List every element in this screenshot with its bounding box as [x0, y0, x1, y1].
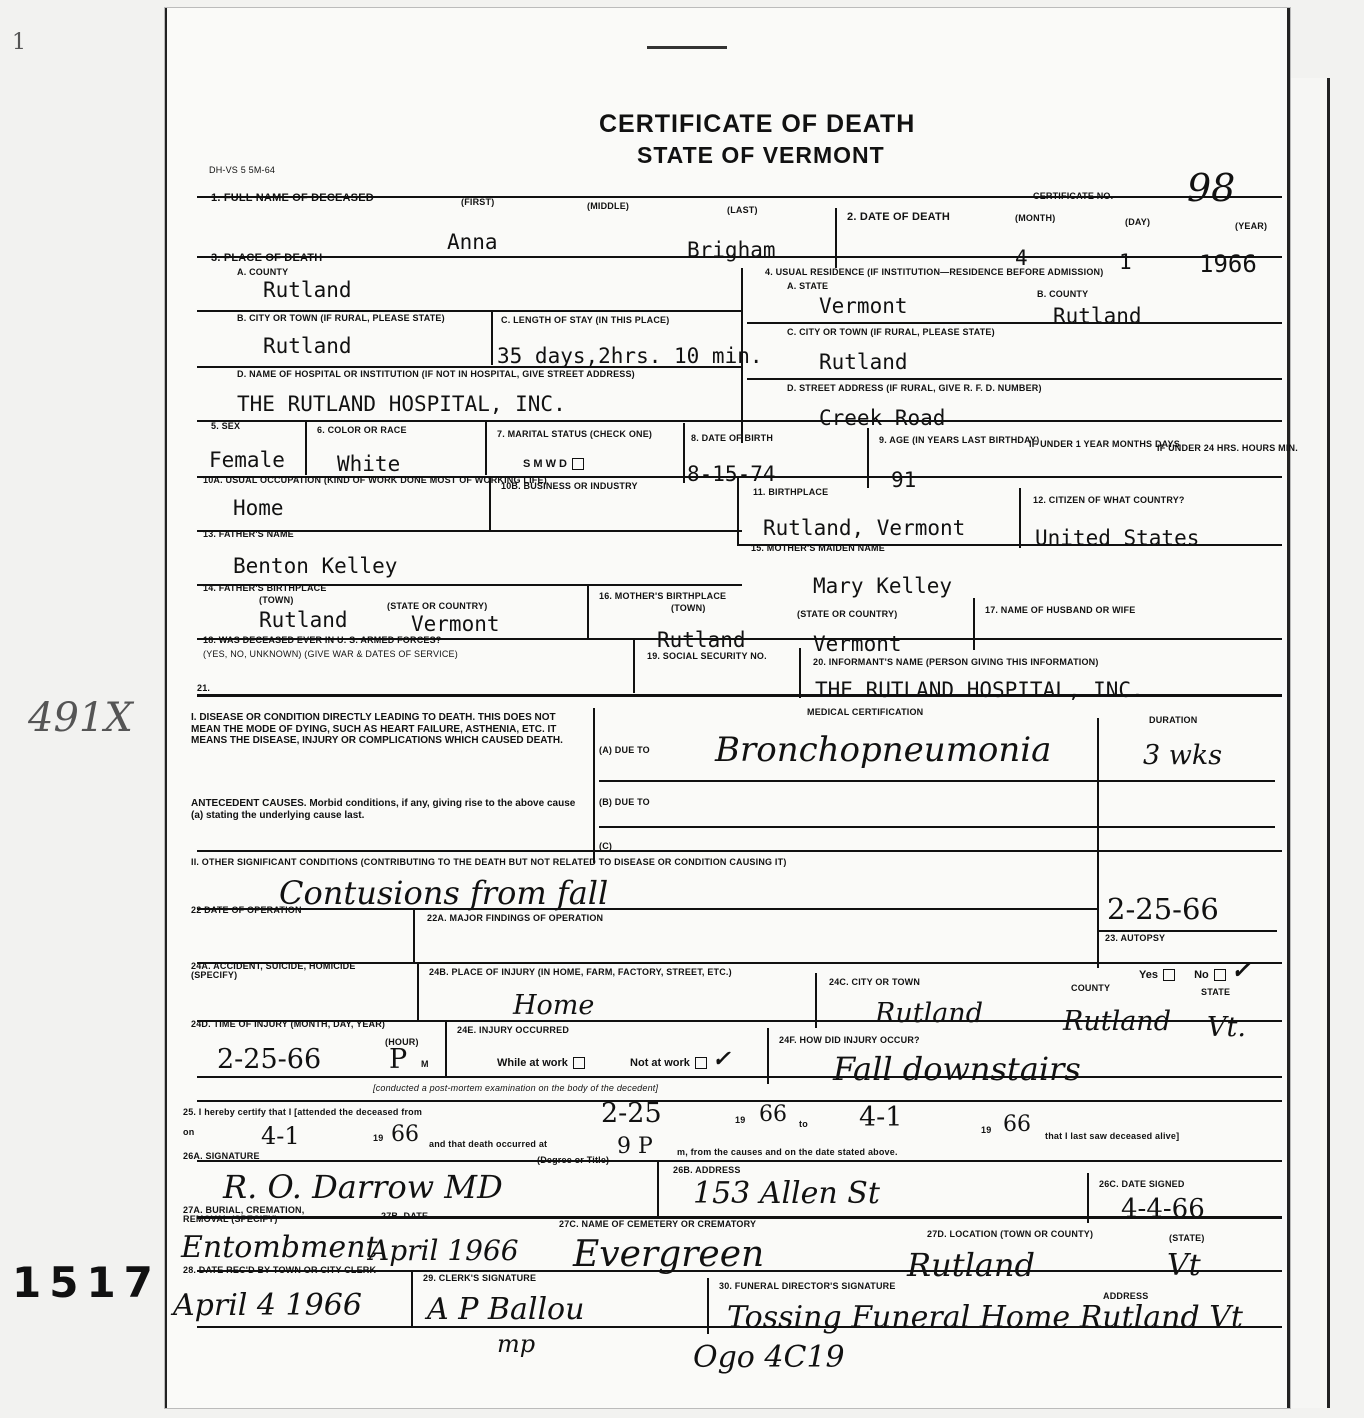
value-county: Rutland — [263, 278, 352, 302]
value-date-signed: 4-4-66 — [1121, 1194, 1205, 1224]
while-at-work-checkbox[interactable] — [573, 1057, 585, 1069]
value-age: 91 — [891, 468, 917, 492]
label-how-injury: 24F. HOW DID INJURY OCCUR? — [779, 1035, 920, 1045]
label-disease-condition: I. DISEASE OR CONDITION DIRECTLY LEADING TO DEATH. THIS DOES NOT MEAN THE MODE OF DYING, SUCH AS HEART FAILURE, ASTHENIA, ETC. IT MEANS THE DISEASE, INJURY OR COMPLICATIONS WHICH CAUSED DEATH. — [191, 712, 563, 746]
value-res-state: Vermont — [819, 294, 908, 318]
label-funeral-director: 30. FUNERAL DIRECTOR'S SIGNATURE — [719, 1281, 896, 1291]
value-hospital: THE RUTLAND HOSPITAL, INC. — [237, 392, 566, 416]
label-date-signed: 26C. DATE SIGNED — [1099, 1179, 1185, 1189]
death-certificate — [165, 8, 1298, 1408]
value-injury-hour-m: M — [421, 1059, 429, 1069]
value-other-conditions: Contusions from fall — [279, 874, 609, 912]
value-injury-date: 2-25-66 — [217, 1044, 322, 1075]
label-town-1: (TOWN) — [259, 595, 294, 605]
autopsy-yes-label: Yes — [1139, 969, 1158, 981]
rule-v-mother-bp — [587, 584, 589, 639]
value-mother-town: Rutland — [657, 628, 746, 652]
label-19a: 19 — [735, 1115, 746, 1125]
value-dob: 8-15-74 — [687, 462, 776, 486]
rule-row17 — [197, 1160, 1282, 1162]
rule-row11 — [197, 850, 1282, 852]
value-injury-hour: P — [389, 1044, 408, 1075]
label-antecedent: ANTECEDENT CAUSES. Morbid conditions, if any, giving rise to the above cause (a) stating the underlying cause last. — [191, 798, 576, 821]
margin-note-1517: 1517 — [12, 1258, 161, 1307]
rule-row20 — [197, 1326, 1282, 1328]
label-state-1: (STATE OR COUNTRY) — [387, 601, 488, 611]
rule-row10 — [197, 694, 1282, 697]
label-citizen: 12. CITIZEN OF WHAT COUNTRY? — [1033, 495, 1185, 505]
value-mother-state: Vermont — [813, 632, 902, 656]
certificate-subtitle: STATE OF VERMONT — [637, 142, 885, 168]
marital-options-label: S M W D — [523, 458, 567, 470]
value-father-town: Rutland — [259, 608, 348, 632]
label-on: on — [183, 1127, 195, 1137]
rule-v-ssn — [633, 638, 635, 693]
certificate-number: 98 — [1187, 166, 1236, 210]
label-certify: 25. I hereby certify that I [attended the deceased from — [183, 1107, 423, 1117]
value-occupation: Home — [233, 496, 284, 520]
autopsy-options — [1139, 956, 1251, 985]
label-c: (C) — [599, 841, 613, 851]
certificate-no-label: CERTIFICATE NO. — [1033, 191, 1114, 201]
label-year: (YEAR) — [1235, 221, 1268, 231]
value-cause-a: Bronchopneumonia — [715, 730, 1052, 770]
value-place-injury: Home — [513, 990, 595, 1021]
label-b-due-to: (B) DUE TO — [599, 797, 650, 807]
label-medical-cert: MEDICAL CERTIFICATION — [807, 707, 924, 717]
label-city-town: B. CITY OR TOWN (IF RURAL, PLEASE STATE) — [237, 313, 445, 323]
label-injury-occurred: 24E. INJURY OCCURRED — [457, 1025, 570, 1035]
label-clerk-signature: 29. CLERK'S SIGNATURE — [423, 1273, 537, 1283]
autopsy-no-label: No — [1194, 969, 1209, 981]
label-birthplace: 11. BIRTHPLACE — [753, 487, 829, 497]
rule-cause-a — [599, 780, 1275, 782]
not-at-work-label: Not at work — [630, 1057, 690, 1069]
label-under-24-hrs: IF UNDER 24 HRS. HOURS MIN. — [1157, 443, 1298, 453]
rule-cause-b — [599, 826, 1275, 828]
label-19b: 19 — [981, 1125, 992, 1135]
rule-row15 — [197, 1076, 1282, 1078]
value-father-name: Benton Kelley — [233, 554, 398, 578]
rule-v-birthplace — [737, 476, 739, 546]
rule-v-spouse — [973, 598, 975, 650]
value-injury-county: Rutland — [1063, 1006, 1171, 1037]
value-race: White — [337, 452, 401, 476]
value-mother-name: Mary Kelley — [813, 574, 953, 598]
value-attended-from: 2-25 — [601, 1098, 662, 1129]
margin-mark-top: 1 — [12, 30, 26, 55]
label-21: 21. — [197, 683, 211, 693]
value-street: Creek Road — [819, 406, 946, 430]
label-injury-state: STATE — [1201, 987, 1231, 997]
not-at-work-checkbox[interactable] — [695, 1057, 707, 1069]
label-mother-name: 15. MOTHER'S MAIDEN NAME — [751, 543, 885, 553]
not-at-work-checkmark: ✓ — [712, 1046, 731, 1071]
value-other-date: 2-25-66 — [1107, 892, 1219, 926]
label-accident-type: 24A. ACCIDENT, SUICIDE, HOMICIDE (SPECIFY) — [191, 961, 356, 981]
value-birthplace: Rutland, Vermont — [763, 516, 966, 540]
autopsy-no-checkmark: ✓ — [1230, 957, 1251, 984]
value-citizen: United States — [1035, 526, 1200, 550]
label-injury-city: 24C. CITY OR TOWN — [829, 977, 921, 987]
rule-row3-right — [747, 322, 1282, 324]
label-mother-birthplace: 16. MOTHER'S BIRTHPLACE — [599, 591, 727, 601]
while-at-work-label: While at work — [497, 1057, 568, 1069]
form-code: DH-VS 5 5M-64 — [209, 165, 276, 175]
label-funeral-address: ADDRESS — [1103, 1291, 1149, 1301]
value-location: Rutland — [907, 1246, 1035, 1284]
rule-row2 — [197, 256, 1282, 258]
label-occupation: 10A. USUAL OCCUPATION (KIND OF WORK DONE MOST OF WORKING LIFE) — [203, 475, 547, 485]
label-a-due-to: (A) DUE TO — [599, 745, 650, 755]
rule-v-informant — [799, 648, 801, 698]
label-age: 9. AGE (IN YEARS LAST BIRTHDAY) — [879, 435, 1040, 445]
label-month: (MONTH) — [1015, 213, 1056, 223]
label-marital-status: 7. MARITAL STATUS (CHECK ONE) — [497, 429, 653, 439]
value-length-of-stay: 35 days,2hrs. 10 min. — [497, 344, 763, 368]
label-father-name: 13. FATHER'S NAME — [203, 529, 294, 539]
label-signature: 26A. SIGNATURE — [183, 1151, 260, 1161]
value-death-time: 9 P — [617, 1134, 653, 1159]
label-usual-residence: 4. USUAL RESIDENCE (IF INSTITUTION—RESIDENCE BEFORE ADMISSION) — [765, 267, 1104, 277]
value-clerk-date: April 4 1966 — [173, 1288, 362, 1323]
label-father-birthplace: 14. FATHER'S BIRTHPLACE — [203, 583, 327, 593]
rule-v-business — [489, 476, 491, 531]
rule-v-operation — [413, 908, 415, 963]
value-city: Rutland — [263, 334, 352, 358]
value-on-year: 66 — [391, 1122, 419, 1147]
rule-row3 — [197, 310, 742, 312]
label-injury-county: COUNTY — [1071, 983, 1111, 993]
label-county: A. COUNTY — [237, 267, 289, 277]
rule-row16 — [197, 1100, 1282, 1102]
label-burial-date: 27B. DATE — [381, 1211, 429, 1221]
label-state-2: (STATE OR COUNTRY) — [797, 609, 898, 619]
rule-v-clerk-sig — [411, 1270, 413, 1326]
value-duration-a: 3 wks — [1143, 740, 1223, 771]
value-to-year: 66 — [1003, 1112, 1031, 1137]
value-funeral-note: Ogo 4C19 — [693, 1340, 845, 1375]
value-from-year: 66 — [759, 1102, 787, 1127]
label-cemetery: 27C. NAME OF CEMETERY OR CREMATORY — [559, 1219, 757, 1229]
label-location: 27D. LOCATION (TOWN OR COUNTY) — [927, 1229, 1094, 1239]
value-death-year: 1966 — [1199, 250, 1257, 278]
rule-v-age — [867, 428, 869, 488]
value-death-day: 1 — [1119, 250, 1132, 274]
value-clerk-note: mp — [497, 1330, 536, 1358]
label-19c: 19 — [373, 1133, 384, 1143]
label-street-address: D. STREET ADDRESS (IF RURAL, GIVE R. F. D. NUMBER) — [787, 383, 1042, 393]
label-res-state: A. STATE — [787, 281, 829, 291]
label-res-county: B. COUNTY — [1037, 289, 1089, 299]
label-first: (FIRST) — [461, 197, 495, 207]
autopsy-yes-checkbox[interactable] — [1163, 969, 1175, 981]
label-time-injury: 24D. TIME OF INJURY (MONTH, DAY, YEAR) — [191, 1019, 386, 1029]
label-last: (LAST) — [727, 205, 758, 215]
label-autopsy: 23. AUTOPSY — [1105, 933, 1166, 943]
rule-v1 — [835, 208, 837, 268]
injury-work-options — [497, 1046, 731, 1072]
label-place-of-death: 3. PLACE OF DEATH — [211, 252, 323, 264]
rule-v-citizen — [1019, 488, 1021, 548]
rule-v-race — [305, 420, 307, 475]
value-burial-date: April 1966 — [369, 1234, 519, 1267]
label-day: (DAY) — [1125, 217, 1151, 227]
label-spouse: 17. NAME OF HUSBAND OR WIFE — [985, 605, 1136, 615]
marital-checkboxes — [523, 458, 586, 470]
value-address: 153 Allen St — [693, 1176, 880, 1211]
label-armed-forces: 18. WAS DECEASED EVER IN U. S. ARMED FORCES? — [203, 635, 442, 645]
label-last-saw: that I last saw deceased alive] — [1045, 1131, 1180, 1141]
rule-autopsy — [1097, 930, 1277, 932]
label-date-of-death: 2. DATE OF DEATH — [847, 211, 951, 223]
rule-row4 — [197, 366, 742, 368]
label-duration: DURATION — [1149, 715, 1198, 725]
value-location-state: Vt — [1167, 1248, 1201, 1283]
label-date-operation: 22 DATE OF OPERATION — [191, 905, 302, 915]
value-res-city: Rutland — [819, 350, 908, 374]
label-death-occurred: and that death occurred at — [429, 1139, 548, 1149]
label-full-name: 1. FULL NAME OF DECEASED — [211, 192, 374, 204]
margin-note-491x: 491X — [28, 695, 133, 741]
rule-v-place-injury — [417, 962, 419, 1020]
label-place-injury: 24B. PLACE OF INJURY (IN HOME, FARM, FACTORY, STREET, ETC.) — [429, 967, 732, 977]
value-res-county: Rutland — [1053, 304, 1142, 328]
label-postmortem: [conducted a post-mortem examination on the body of the decedent] — [373, 1083, 659, 1093]
certificate-title: CERTIFICATE OF DEATH — [599, 110, 916, 138]
value-sex: Female — [209, 448, 285, 472]
value-injury-state: Vt. — [1207, 1012, 1246, 1043]
rule-row4-right — [747, 378, 1282, 380]
rule-v-cause — [593, 708, 595, 863]
label-sex: 5. SEX — [211, 421, 241, 431]
top-dash — [647, 46, 727, 49]
rule-v-stay — [491, 310, 493, 365]
rule-v-marital — [485, 420, 487, 475]
rule-v-dob — [683, 423, 685, 483]
label-major-findings: 22A. MAJOR FINDINGS OF OPERATION — [427, 913, 604, 923]
backing-sheet — [1285, 78, 1330, 1408]
autopsy-no-checkbox[interactable] — [1214, 969, 1226, 981]
value-funeral-signature: Tossing Funeral Home Rutland Vt — [727, 1300, 1243, 1335]
label-degree: (Degree or Title) — [537, 1155, 610, 1165]
label-ssn: 19. SOCIAL SECURITY NO. — [647, 651, 767, 661]
label-town-2: (TOWN) — [671, 603, 706, 613]
rule-row5 — [197, 420, 1282, 422]
label-race: 6. COLOR OR RACE — [317, 425, 407, 435]
label-from-causes: m, from the causes and on the date stated above. — [677, 1147, 898, 1157]
rule-v-injury-occurred — [445, 1020, 447, 1076]
label-under-1-year: IF UNDER 1 YEAR MONTHS DAYS — [1029, 439, 1180, 449]
label-armed-forces-note: (YES, NO, UNKNOWN) (GIVE WAR & DATES OF SERVICE) — [203, 649, 458, 659]
label-res-city: C. CITY OR TOWN (IF RURAL, PLEASE STATE) — [787, 327, 995, 337]
label-to: to — [799, 1119, 808, 1129]
label-clerk-date: 28. DATE REC'D BY TOWN OR CITY CLERK — [183, 1265, 377, 1275]
label-business: 10B. BUSINESS OR INDUSTRY — [501, 481, 638, 491]
value-first-name: Anna — [447, 230, 498, 254]
value-signature: R. O. Darrow MD — [223, 1168, 503, 1206]
label-hospital: D. NAME OF HOSPITAL OR INSTITUTION (IF NOT IN HOSPITAL, GIVE STREET ADDRESS) — [237, 369, 635, 379]
label-length-of-stay: C. LENGTH OF STAY (IN THIS PLACE) — [501, 315, 670, 325]
label-hour: (HOUR) — [385, 1037, 419, 1047]
value-clerk-signature: A P Ballou — [427, 1292, 585, 1327]
value-last-name: Brigham — [687, 238, 776, 262]
label-location-state: (STATE) — [1169, 1233, 1205, 1243]
value-cemetery: Evergreen — [573, 1234, 765, 1275]
value-father-state: Vermont — [411, 612, 500, 636]
value-attended-to: 4-1 — [859, 1102, 903, 1133]
label-other-conditions: II. OTHER SIGNIFICANT CONDITIONS (CONTRIBUTING TO THE DEATH BUT NOT RELATED TO DISEASE OR CONDITION CAUSING IT) — [191, 857, 787, 867]
value-burial: Entombment — [181, 1230, 378, 1265]
marital-checkbox[interactable] — [572, 458, 584, 470]
label-burial: 27A. BURIAL, CREMATION, REMOVAL (SPECIFY) — [183, 1205, 305, 1225]
value-injury-city: Rutland — [875, 998, 983, 1029]
value-informant: THE RUTLAND HOSPITAL, INC. — [815, 678, 1144, 702]
value-how-injury: Fall downstairs — [833, 1050, 1081, 1088]
label-address-26b: 26B. ADDRESS — [673, 1165, 741, 1175]
label-middle: (MIDDLE) — [587, 201, 630, 211]
value-on-date: 4-1 — [261, 1122, 300, 1150]
value-death-month: 4 — [1015, 246, 1028, 270]
label-dob: 8. DATE OF BIRTH — [691, 433, 774, 443]
rule-row12 — [197, 908, 1097, 910]
label-informant: 20. INFORMANT'S NAME (PERSON GIVING THIS INFORMATION) — [813, 657, 1099, 667]
rule-v-address — [657, 1160, 659, 1216]
